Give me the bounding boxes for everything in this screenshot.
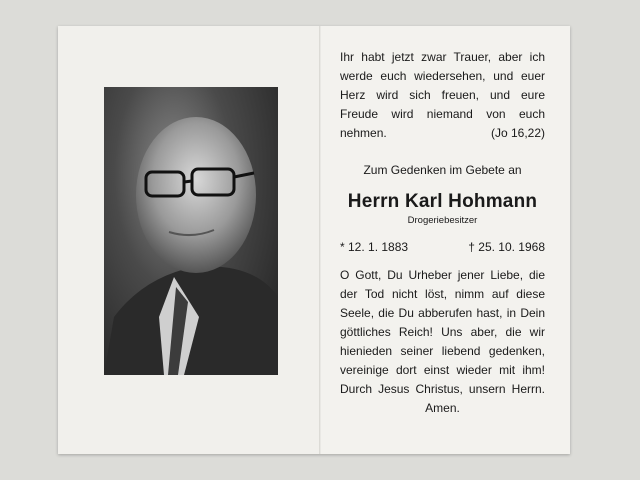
text-column — [340, 48, 545, 430]
profession: Drogeriebesitzer — [407, 215, 478, 226]
portrait-photo — [104, 87, 278, 375]
card-fold — [319, 26, 321, 454]
life-dates — [340, 240, 545, 254]
bible-verse: Ihr habt jetzt zwar Trauer, aber ich werde euch wiedersehen, und euer Herz wird sich freuen, und eure Freude wird niemand von euch nehmen. — [340, 50, 545, 140]
death-date: † 25. 10. 1968 — [468, 240, 545, 254]
memorial-intro: Zum Gedenken im Gebete an — [363, 163, 522, 177]
prayer-text: O Gott, Du Urheber jener Liebe, die der Tod nicht löst, nimm auf diese Seele, die Du abberufen hast, in Dein göttliches Reich! Uns aber, die wir hienieden seiner liebend gedenken, vereinige dort einst wieder mit ihm! Durch Jesus Christus, unsern Herrn. Amen. — [340, 268, 545, 415]
birth-date: * 12. 1. 1883 — [340, 240, 409, 254]
verse-reference: (Jo 16,22) — [490, 126, 545, 140]
deceased-name: Herrn Karl Hohmann — [347, 191, 538, 212]
